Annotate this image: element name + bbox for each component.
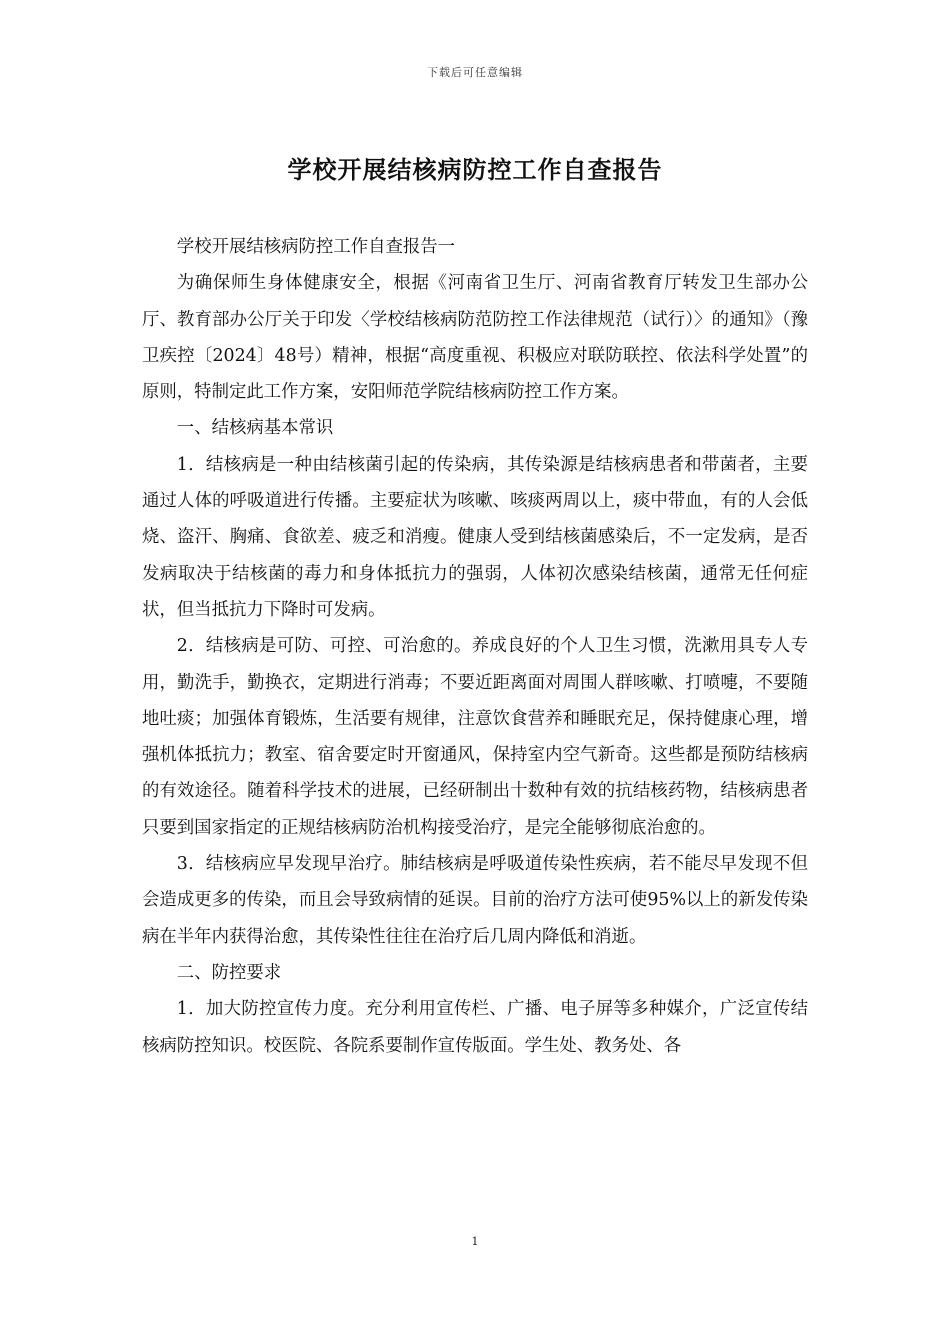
section-heading-requirements: 二、防控要求 bbox=[176, 962, 282, 983]
document-title: 学校开展结核病防控工作自查报告 bbox=[287, 155, 663, 184]
header-note: 下载后可任意编辑 bbox=[427, 66, 523, 79]
paragraph-basics-1: 1．结核病是一种由结核菌引起的传染病，其传染源是结核病患者和带菌者，主要通过人体的呼吸道进行传播。主要症状为咳嗽、咳痰两周以上，痰中带血，有的人会低烧、盗汗、胸痛、食欲差、疲乏和消瘦。健康人受到结核菌感染后，不一定发病，是否发病取决于结核菌的毒力和身体抵抗力的强弱，人体初次感染结核菌，通常无任何症状，但当抵抗力下降时可发病。 bbox=[142, 454, 808, 620]
paragraph-subtitle: 学校开展结核病防控工作自查报告一 bbox=[176, 237, 456, 257]
paragraph-requirements-1: 1．加大防控宣传力度。充分利用宣传栏、广播、电子屏等多种媒介，广泛宣传结核病防控知识。校医院、各院系要制作宣传版面。学生处、教务处、各 bbox=[142, 999, 808, 1056]
paragraph-basics-3: 3．结核病应早发现早治疗。肺结核病是呼吸道传染性疾病，若不能尽早发现不但会造成更多的传染，而且会导致病情的延误。目前的治疗方法可使95%以上的新发传染病在半年内获得治愈，其传染性往往在治疗后几周内降低和消逝。 bbox=[142, 854, 808, 947]
page-number: 1 bbox=[471, 1235, 479, 1248]
document-body bbox=[142, 229, 808, 1064]
paragraph-intro: 为确保师生身体健康安全，根据《河南省卫生厅、河南省教育厅转发卫生部办公厅、教育部办公厅关于印发〈学校结核病防范防控工作法律规范（试行）〉的通知》（豫卫疾控〔2024〕48号）精神，根据“高度重视、积极应对联防联控、依法科学处置”的原则，特制定此工作方案，安阳师范学院结核病防控工作方案。 bbox=[142, 273, 808, 403]
paragraph-basics-2: 2．结核病是可防、可控、可治愈的。养成良好的个人卫生习惯，洗漱用具专人专用，勤洗手，勤换衣，定期进行消毒；不要近距离面对周围人群咳嗽、打喷嚏，不要随地吐痰；加强体育锻炼，生活要有规律，注意饮食营养和睡眠充足，保持健康心理，增强机体抵抗力；教室、宿舍要定时开窗通风，保持室内空气新奇。这些都是预防结核病的有效途径。随着科学技术的进展，已经研制出十数种有效的抗结核药物，结核病患者只要到国家指定的正规结核病防治机构接受治疗，是完全能够彻底治愈的。 bbox=[142, 636, 808, 838]
section-heading-basics: 一、结核病基本常识 bbox=[176, 418, 334, 439]
